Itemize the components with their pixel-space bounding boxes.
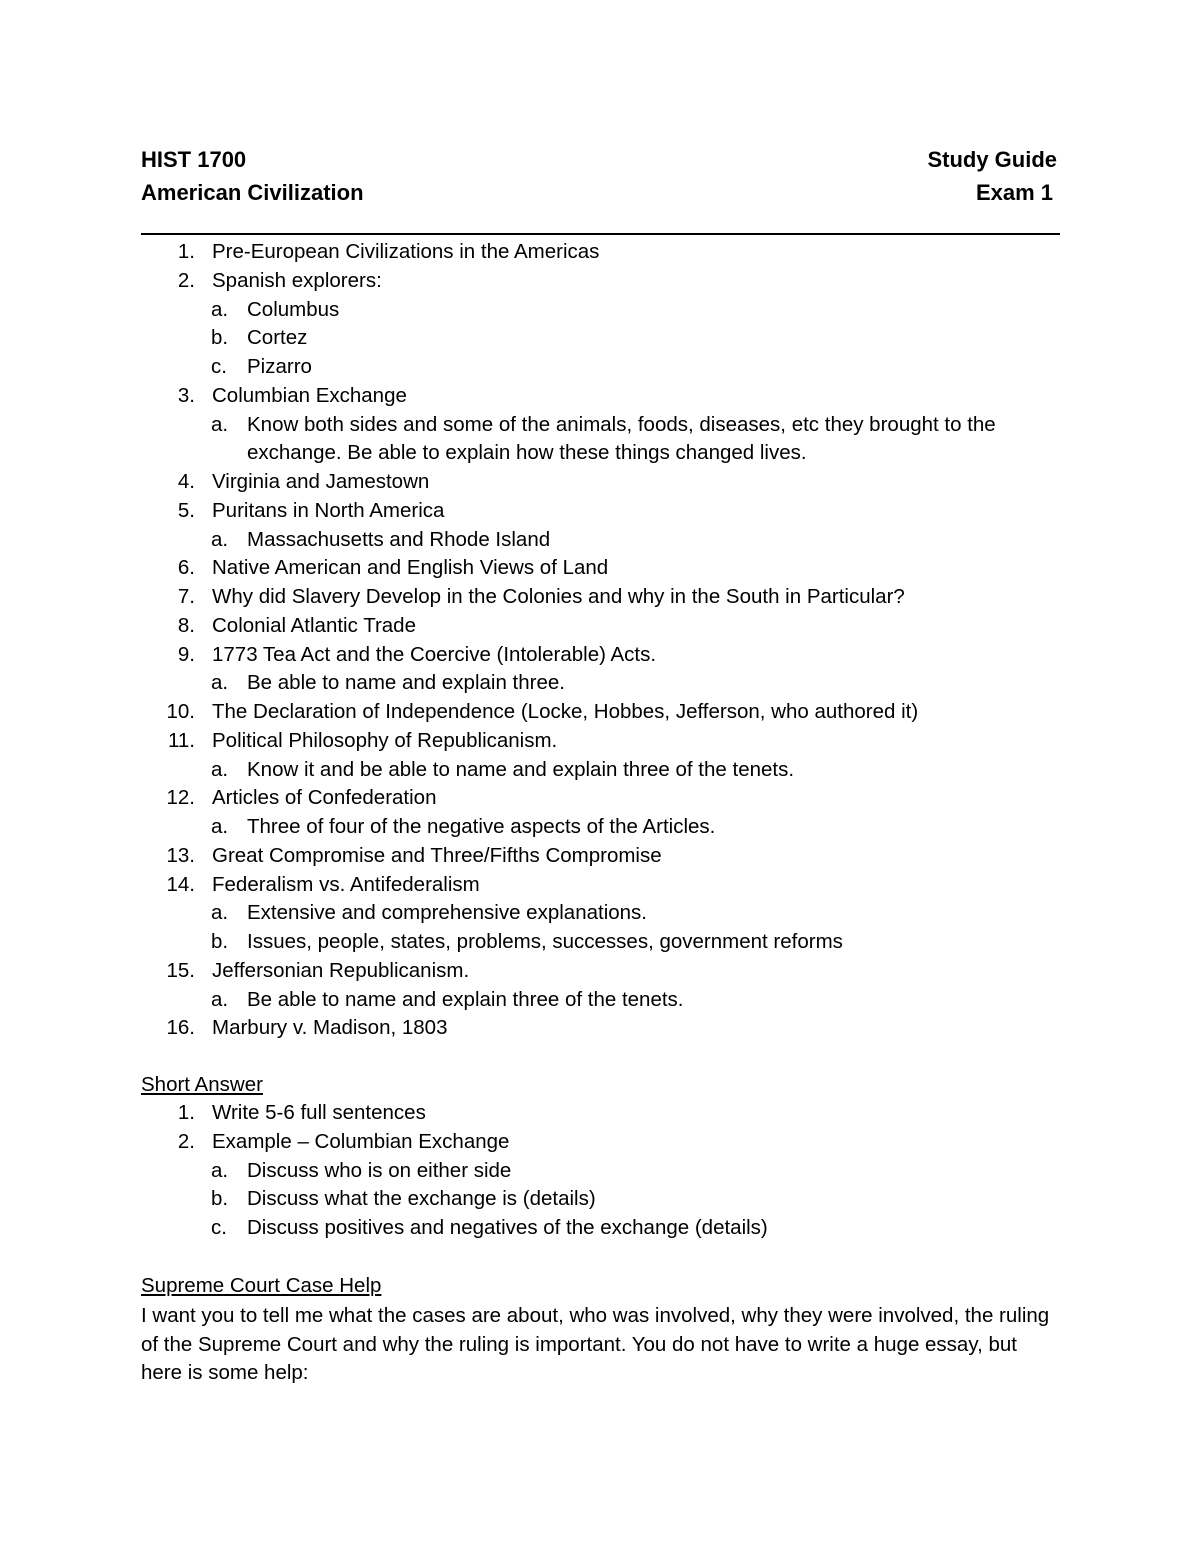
item-marker: a. xyxy=(211,527,229,551)
item-marker: 13. xyxy=(166,843,195,867)
sub-list-item xyxy=(0,411,1200,440)
item-marker: a. xyxy=(211,297,229,321)
item-text: The Declaration of Independence (Locke, Hobbes, Jefferson, who authored it) xyxy=(212,700,919,723)
item-marker: 14. xyxy=(166,872,195,896)
item-text: 1773 Tea Act and the Coercive (Intolerable) Acts. xyxy=(212,642,657,666)
list-item xyxy=(0,641,1200,670)
item-marker: 3. xyxy=(177,383,195,407)
list-item xyxy=(0,554,1200,583)
item-marker: 12. xyxy=(166,786,195,810)
item-marker: b. xyxy=(211,1187,229,1211)
item-marker: 6. xyxy=(177,556,195,580)
item-marker: a. xyxy=(211,1158,229,1182)
short-answer-title: Short Answer xyxy=(141,1073,263,1096)
item-text: Federalism vs. Antifederalism xyxy=(212,872,480,896)
sub-list-item xyxy=(0,1157,1200,1186)
item-marker: 7. xyxy=(177,585,195,608)
sub-list-item xyxy=(0,1185,1200,1214)
item-marker: 10. xyxy=(166,700,195,723)
list-item xyxy=(0,468,1200,497)
item-marker: 4. xyxy=(177,470,195,493)
item-marker: a. xyxy=(211,757,229,781)
supreme-court-paragraph: I want you to tell me what the cases are about, who was involved, why they were involved, the ruling of the Supreme Court and why the ruling is important. You do not have to write a huge essay, but here is some help: xyxy=(141,1304,1050,1385)
item-marker: 9. xyxy=(177,642,195,666)
item-text: Great Compromise and Three/Fifths Compromise xyxy=(212,843,662,867)
item-text: Write 5-6 full sentences xyxy=(212,1101,426,1124)
item-marker: 15. xyxy=(166,958,195,982)
item-text: Pre-European Civilizations in the Americas xyxy=(212,240,600,263)
sub-list-item xyxy=(0,669,1200,698)
item-marker: a. xyxy=(211,671,229,695)
item-text: Discuss who is on either side xyxy=(247,1158,512,1182)
list-item xyxy=(0,784,1200,813)
sub-list-item xyxy=(0,353,1200,382)
list-item xyxy=(0,238,1200,267)
item-text: Extensive and comprehensive explanations. xyxy=(247,901,647,925)
sub-list-item xyxy=(0,526,1200,555)
item-marker: 2. xyxy=(177,1129,195,1153)
list-item xyxy=(0,1099,1200,1128)
item-text: Three of four of the negative aspects of the Articles. xyxy=(247,815,716,838)
item-marker: b. xyxy=(211,930,229,953)
list-item xyxy=(0,497,1200,526)
item-text: Example – Columbian Exchange xyxy=(212,1129,510,1153)
item-marker: 16. xyxy=(166,1016,195,1040)
item-marker: a. xyxy=(211,412,229,436)
item-marker: a. xyxy=(211,987,229,1011)
document-header xyxy=(141,143,1057,209)
item-text: Columbus xyxy=(247,297,340,321)
item-text: Be able to name and explain three. xyxy=(247,671,565,695)
item-marker: b. xyxy=(211,326,229,350)
list-item xyxy=(0,842,1200,871)
item-marker: a. xyxy=(211,901,229,925)
item-text: Why did Slavery Develop in the Colonies and why in the South in Particular? xyxy=(212,585,905,608)
list-item xyxy=(0,1128,1200,1157)
item-text: Cortez xyxy=(247,326,308,350)
item-text: Virginia and Jamestown xyxy=(212,470,430,493)
item-marker: a. xyxy=(211,815,229,838)
item-marker: 11. xyxy=(168,728,195,752)
item-text: Know it and be able to name and explain three of the tenets. xyxy=(247,757,795,781)
header-row-1 xyxy=(141,143,1057,176)
list-item xyxy=(0,727,1200,756)
exam-label: Exam 1 xyxy=(975,180,1053,205)
item-text: Colonial Atlantic Trade xyxy=(212,613,416,637)
list-item xyxy=(0,583,1200,612)
doc-type: Study Guide xyxy=(927,147,1057,172)
sub-list-item xyxy=(0,813,1200,842)
sub-list-item xyxy=(0,986,1200,1015)
sub-list-item xyxy=(0,928,1200,957)
sub-list-item xyxy=(0,296,1200,325)
list-item xyxy=(0,698,1200,727)
item-text: Political Philosophy of Republicanism. xyxy=(212,728,558,752)
item-marker: c. xyxy=(211,1216,227,1239)
item-text: Discuss positives and negatives of the exchange (details) xyxy=(247,1216,768,1239)
item-marker: 2. xyxy=(177,268,195,292)
item-text: Articles of Confederation xyxy=(212,786,437,810)
header-divider xyxy=(141,233,1060,235)
course-code: HIST 1700 xyxy=(141,147,247,172)
item-text: Massachusetts and Rhode Island xyxy=(247,527,551,551)
item-marker: 5. xyxy=(177,498,195,522)
sub-list-item xyxy=(0,439,1200,468)
item-text: Discuss what the exchange is (details) xyxy=(247,1187,596,1211)
item-marker: c. xyxy=(211,355,227,378)
sub-list-item xyxy=(0,1214,1200,1243)
item-text: Marbury v. Madison, 1803 xyxy=(212,1016,448,1040)
sub-list-item xyxy=(0,324,1200,353)
sub-list-item xyxy=(0,899,1200,928)
item-text: Native American and English Views of Land xyxy=(212,556,609,580)
item-text: Spanish explorers: xyxy=(212,268,382,292)
list-item xyxy=(0,1014,1200,1043)
item-text: Jeffersonian Republicanism. xyxy=(212,958,470,982)
header-row-2 xyxy=(141,176,1057,209)
item-text: Pizarro xyxy=(247,355,312,378)
item-text: Columbian Exchange xyxy=(212,383,407,407)
list-item xyxy=(0,871,1200,900)
list-item xyxy=(0,267,1200,296)
item-marker: 1. xyxy=(177,1101,195,1124)
list-item xyxy=(0,957,1200,986)
item-marker: 1. xyxy=(177,240,195,263)
list-item xyxy=(0,612,1200,641)
course-name: American Civilization xyxy=(141,180,364,205)
item-text: Know both sides and some of the animals, foods, diseases, etc they brought to the xyxy=(247,412,996,436)
item-text: exchange. Be able to explain how these things changed lives. xyxy=(247,441,807,465)
list-item xyxy=(0,382,1200,411)
item-text: Be able to name and explain three of the tenets. xyxy=(247,987,684,1011)
item-text: Puritans in North America xyxy=(212,498,445,522)
sub-list-item xyxy=(0,756,1200,785)
item-marker: 8. xyxy=(177,613,195,637)
supreme-court-title: Supreme Court Case Help xyxy=(141,1274,382,1297)
item-text: Issues, people, states, problems, successes, government reforms xyxy=(247,930,843,953)
